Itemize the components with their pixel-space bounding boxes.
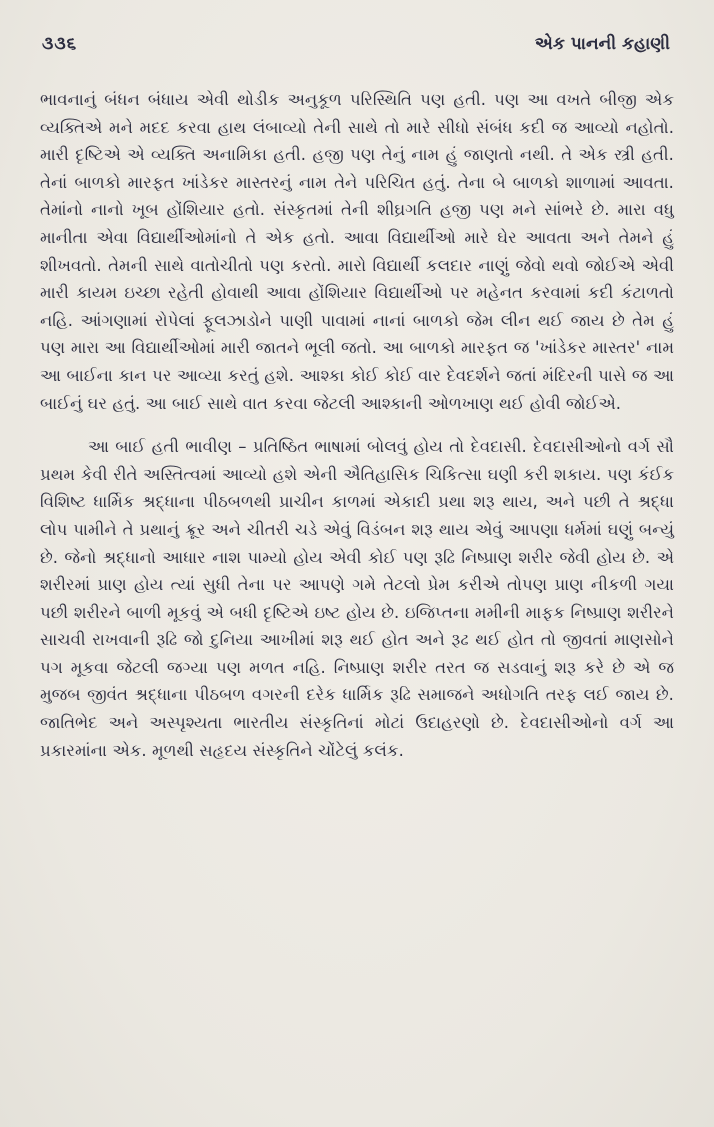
running-title: એક પાનની કહાણી [534,34,670,54]
page-number: ૩૩૬ [42,34,78,54]
body-text [40,86,674,764]
page-header [40,34,674,74]
paragraph: ભાવનાનું બંધન બંધાય એવી થોડીક અનુકૂળ પરિસ્થિતિ પણ હતી. પણ આ વખતે બીજી એક વ્યક્તિએ મને મદદ કરવા હાથ લંબાવ્યો તેની સાથે તો મારે સીધો સંબંધ કદી જ આવ્યો નહોતો. મારી દૃષ્ટિએ એ વ્યક્તિ અનામિકા હતી. હજી પણ તેનું નામ હું જાણતો નથી. તે એક સ્ત્રી હતી. તેનાં બાળકો મારફત ખાંડેકર માસ્તરનું નામ તેને પરિચિત હતું. તેના બે બાળકો શાળામાં આવતા. તેમાંનો નાનો ખૂબ હોંશિયાર હતો. સંસ્કૃતમાં તેની શીઘ્રગતિ હજી પણ મને સાંભરે છે. મારા વધુ માનીતા એવા વિદ્યાર્થીઓમાંનો તે એક હતો. આવા વિદ્યાર્થીઓ મારે ઘેર આવતા અને તેમને હું શીખવતો. તેમની સાથે વાતોચીતો પણ કરતો. મારો વિદ્યાર્થી કલદાર નાણું જેવો થવો જોઈએ એવી મારી કાયમ ઇચ્છા રહેતી હોવાથી આવા હોંશિયાર વિદ્યાર્થીઓ પર મહેનત કરવામાં કદી કંટાળતો નહિ. આંગણામાં રોપેલાં ફૂલઝાડોને પાણી પાવામાં નાનાં બાળકો જેમ લીન થઈ જાય છે તેમ હું પણ મારા આ વિદ્યાર્થીઓમાં મારી જાતને ભૂલી જતો. આ બાળકો મારફત જ 'ખાંડેકર માસ્તર' નામ આ બાઈના કાન પર આવ્યા કરતું હશે. આશ્કા કોઈ કોઈ વાર દેવદર્શને જતાં મંદિરની પાસે જ આ બાઈનું ઘર હતું. આ બાઈ સાથે વાત કરવા જેટલી આશ્કાની ઓળખાણ થઈ હોવી જોઈએ. [40,90,674,413]
paragraph: આ બાઈ હતી ભાવીણ – પ્રતિષ્ઠિત ભાષામાં બોલવું હોય તો દેવદાસી. દેવદાસીઓનો વર્ગ સૌ પ્રથમ કેવી રીતે અસ્તિત્વમાં આવ્યો હશે એની ઐતિહાસિક ચિકિત્સા ઘણી કરી શકાય. પણ કંઈક વિશિષ્ટ ધાર્મિક શ્રદ્ધાના પીઠબળથી પ્રાચીન કાળમાં એકાદી પ્રથા શરૂ થાય, અને પછી તે શ્રદ્ધા લોપ પામીને તે પ્રથાનું ક્રૂર અને ચીતરી ચડે એવું વિડંબન શરૂ થાય એવું આપણા ધર્મમાં ઘણું બન્યું છે. જેનો શ્રદ્ધાનો આધાર નાશ પામ્યો હોય એવી કોઈ પણ રૂઢિ નિષ્પ્રાણ શરીર જેવી હોય છે. એ શરીરમાં પ્રાણ હોય ત્યાં સુધી તેના પર આપણે ગમે તેટલો પ્રેમ કરીએ તોપણ પ્રાણ નીકળી ગયા પછી શરીરને બાળી મૂકવું એ બધી દૃષ્ટિએ ઇષ્ટ હોય છે. ઇજિપ્તના મમીની માફક નિષ્પ્રાણ શરીરને સાચવી રાખવાની રૂઢિ જો દુનિયા આખીમાં શરૂ થઈ હોત અને રૂઢ થઈ હોત તો જીવતાં માણસોને પગ મૂકવા જેટલી જગ્યા પણ મળત નહિ. નિષ્પ્રાણ શરીર તરત જ સડવાનું શરૂ કરે છે એ જ મુજબ જીવંત શ્રદ્ધાના પીઠબળ વગરની દરેક ધાર્મિક રૂઢિ સમાજને અધોગતિ તરફ લઈ જાય છે. જાતિભેદ અને અસ્પૃશ્યતા ભારતીય સંસ્કૃતિનાં મોટાં ઉદાહરણો છે. દેવદાસીઓનો વર્ગ આ પ્રકારમાંના એક. મૂળથી સહૃદય સંસ્કૃતિને ચોંટેલું કલંક. [40,437,674,760]
